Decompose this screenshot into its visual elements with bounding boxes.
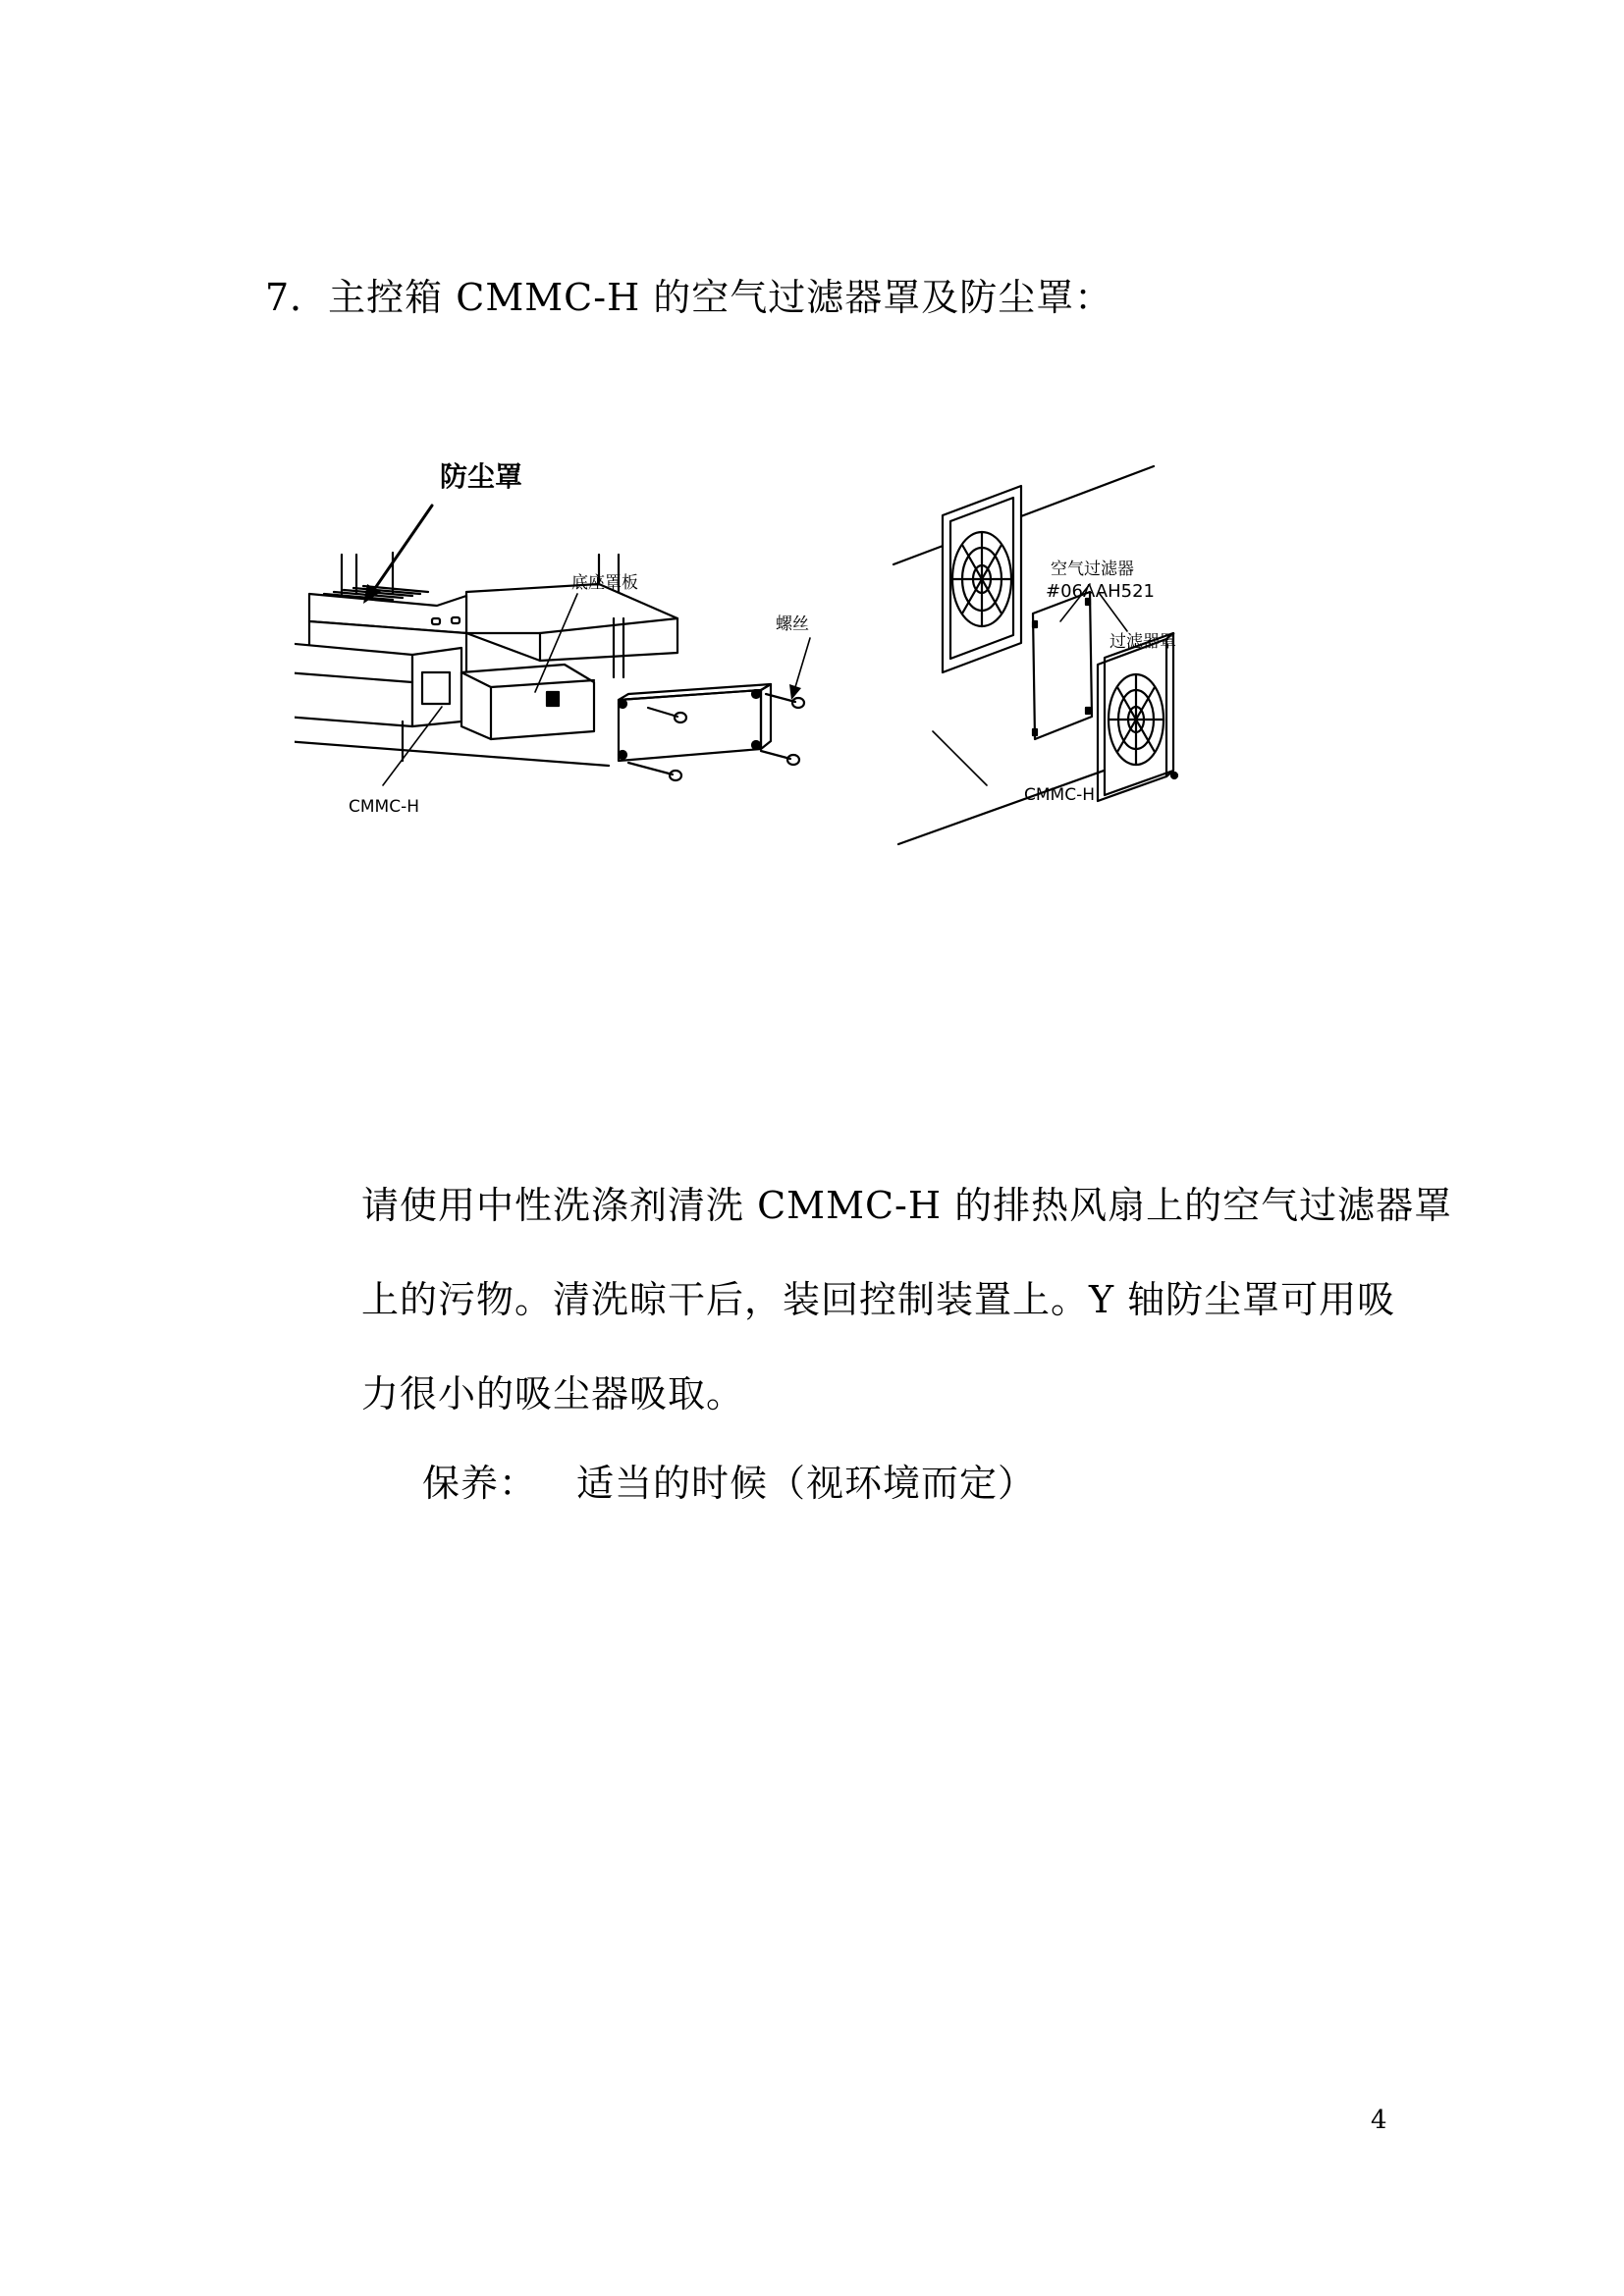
label-filter-cover: 过滤器罩: [1110, 632, 1176, 652]
maintenance-diagram: [295, 447, 1335, 908]
maintenance-note: [422, 1453, 1036, 1507]
body-line: 请使用中性洗涤剂清洗 CMMC-H 的排热风扇上的空气过滤器罩: [361, 1184, 1453, 1227]
page-number: 4: [1371, 2106, 1387, 2135]
label-screw: 螺丝: [776, 614, 809, 634]
body-line: 力很小的吸尘器吸取。: [361, 1372, 745, 1415]
maintenance-label: 保养：: [422, 1462, 538, 1505]
label-cmmc-right: CMMC-H: [1024, 785, 1095, 805]
label-filter-part-no: #06AAH521: [1046, 581, 1156, 602]
body-line: 上的污物。清洗晾干后，装回控制装置上。Y 轴防尘罩可用吸: [361, 1278, 1396, 1321]
label-dust-cover: 防尘罩: [440, 460, 523, 493]
maintenance-value: 适当的时候（视环境而定）: [576, 1462, 1037, 1505]
label-base-cover-plate: 底座罩板: [571, 573, 638, 593]
label-air-filter: 空气过滤器: [1051, 560, 1134, 579]
body-paragraph: [361, 1158, 1453, 1441]
label-cmmc-left: CMMC-H: [349, 797, 419, 817]
section-heading: 7．主控箱 CMMC-H 的空气过滤器罩及防尘罩：: [265, 276, 1113, 319]
